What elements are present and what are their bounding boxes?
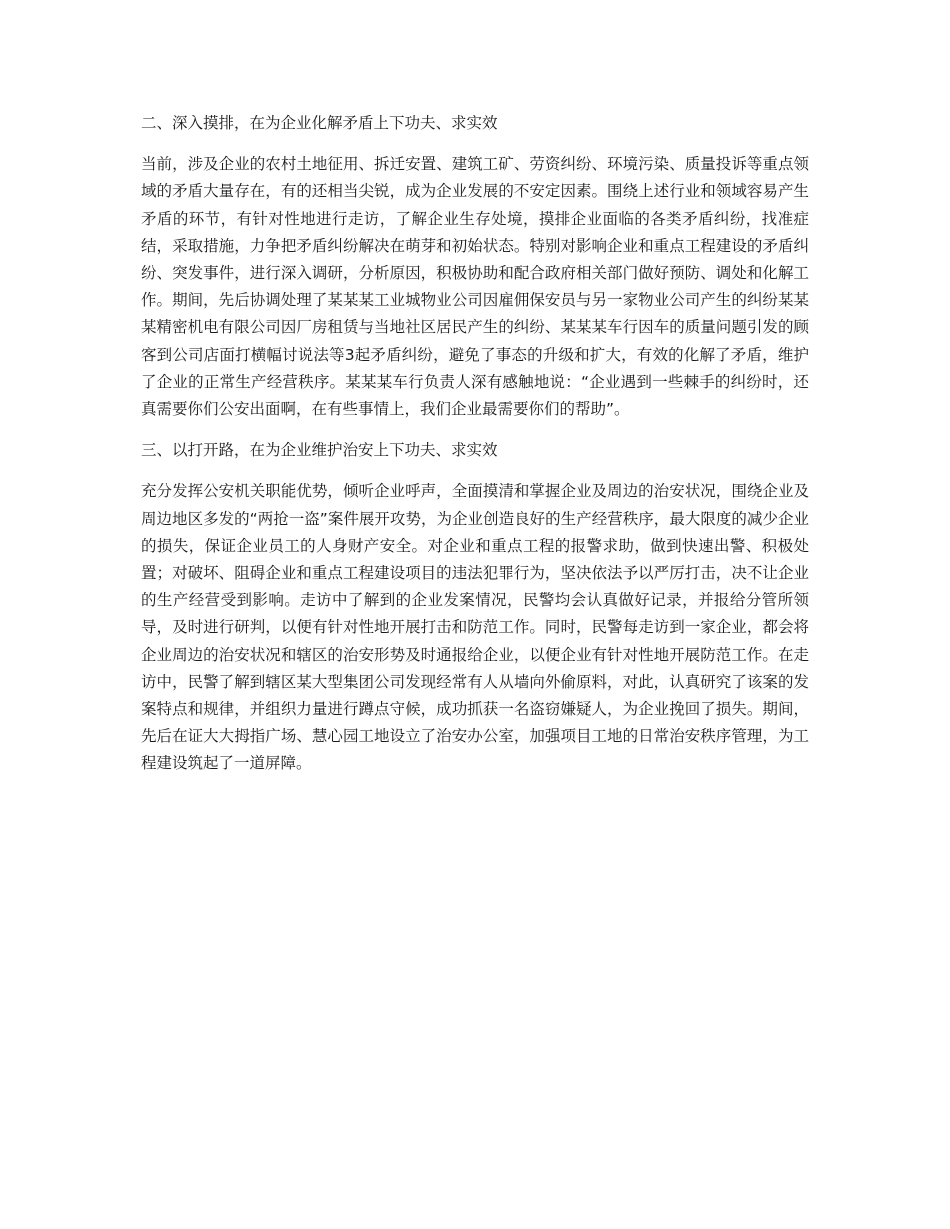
section-3-heading: 三、以打开路，在为企业维护治安上下功夫、求实效 <box>141 441 498 460</box>
section-2-paragraph: 当前，涉及企业的农村土地征用、拆迁安置、建筑工矿、劳资纠纷、环境污染、质量投诉等重点领域的矛盾大量存在，有的还相当尖锐，成为企业发展的不安定因素。围绕上述行业和领域容易产生矛盾的环节，有针对性地进行走访，了解企业生存处境，摸排企业面临的各类矛盾纠纷，找准症结，采取措施，力争把矛盾纠纷解决在萌芽和初始状态。特别对影响企业和重点工程建设的矛盾纠纷、突发事件，进行深入调研，分析原因，积极协助和配合政府相关部门做好预防、调处和化解工作。期间，先后协调处理了某某某工业城物业公司因雇佣保安员与另一家物业公司产生的纠纷某某某精密机电有限公司因厂房租赁与当地社区居民产生的纠纷、某某某车行因车的质量问题引发的顾客到公司店面打横幅讨说法等3起矛盾纠纷，避免了事态的升级和扩大，有效的化解了矛盾，维护了企业的正常生产经营秩序。某某某车行负责人深有感触地说：“企业遇到一些棘手的纠纷时，还真需要你们公安出面啊，在有些事情上，我们企业最需要你们的帮助”。 <box>141 155 809 419</box>
section-2-heading: 二、深入摸排，在为企业化解矛盾上下功夫、求实效 <box>141 114 498 132</box>
document-page <box>141 110 809 792</box>
section-3-paragraph: 充分发挥公安机关职能优势，倾听企业呼声，全面摸清和掌握企业及周边的治安状况，围绕企业及周边地区多发的“两抢一盗”案件展开攻势，为企业创造良好的生产经营秩序，最大限度的减少企业的损失，保证企业员工的人身财产安全。对企业和重点工程的报警求助，做到快速出警、积极处置；对破坏、阻碍企业和重点工程建设项目的违法犯罪行为，坚决依法予以严厉打击，决不让企业的生产经营受到影响。走访中了解到的企业发案情况，民警均会认真做好记录，并报给分管所领导，及时进行研判，以便有针对性地开展打击和防范工作。同时，民警每走访到一家企业，都会将企业周边的治安状况和辖区的治安形势及时通报给企业，以便企业有针对性地开展防范工作。在走访中，民警了解到辖区某大型集团公司发现经常有人从墙向外偷原料，对此，认真研究了该案的发案特点和规律，并组织力量进行蹲点守候，成功抓获一名盗窃嫌疑人，为企业挽回了损失。期间，先后在证大大拇指广场、慧心园工地设立了治安办公室，加强项目工地的日常治安秩序管理，为工程建设筑起了一道屏障。 <box>141 482 809 773</box>
